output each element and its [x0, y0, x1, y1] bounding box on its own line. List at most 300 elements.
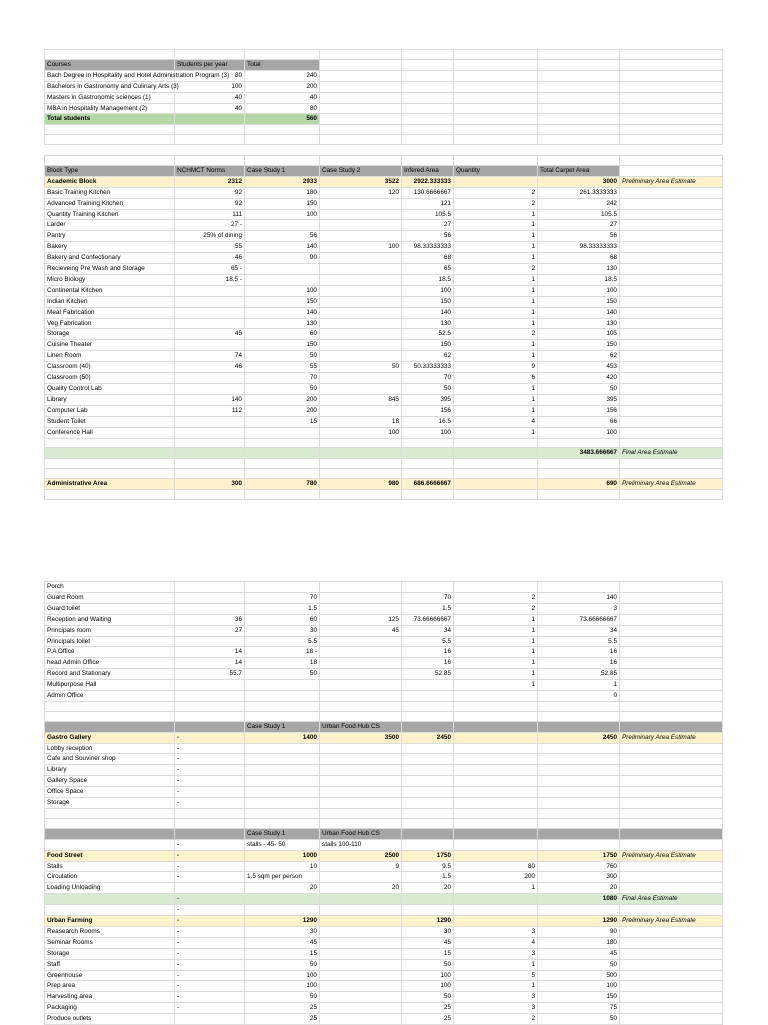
table-cell: 40: [175, 92, 245, 103]
table-cell: Harvesting area: [45, 992, 175, 1003]
table-cell: [620, 721, 723, 732]
table-cell: [320, 787, 402, 798]
table-cell: 98.33333333: [538, 242, 620, 253]
table-cell: [620, 937, 723, 948]
academic-row: [45, 296, 723, 307]
table-cell: 5.5: [538, 636, 620, 647]
table-cell: [320, 209, 402, 220]
table-cell: [402, 135, 454, 145]
table-cell: 14: [175, 658, 245, 669]
table-cell: [538, 776, 620, 787]
table-cell: Preliminary Area Estimate: [620, 732, 723, 743]
table-cell: [245, 818, 320, 828]
table-cell: 1: [454, 285, 538, 296]
table-cell: Bach Degree in Hospitality and Hotel Administration Program (3): [45, 70, 175, 81]
table-cell: [402, 754, 454, 765]
table-cell: [620, 603, 723, 614]
table-cell: [245, 798, 320, 809]
table-cell: 66: [538, 416, 620, 427]
table-cell: [402, 765, 454, 776]
table-cell: [620, 948, 723, 959]
table-cell: [320, 926, 402, 937]
table-cell: Library: [45, 394, 175, 405]
academic-row: [45, 264, 723, 275]
table-cell: [175, 883, 245, 894]
table-cell: 5.5: [245, 636, 320, 647]
table-cell: [175, 384, 245, 395]
table-cell: 780: [245, 478, 320, 489]
table-cell: [245, 427, 320, 438]
table-cell: [538, 156, 620, 166]
table-cell: 560: [245, 114, 320, 125]
table-cell: 100: [245, 285, 320, 296]
table-cell: 55: [175, 242, 245, 253]
table-cell: 16: [538, 647, 620, 658]
table-cell: [245, 469, 320, 479]
table-cell: [538, 701, 620, 711]
admin-row: [45, 680, 723, 691]
academic-row: [45, 274, 723, 285]
table-cell: [402, 59, 454, 70]
table-cell: [454, 776, 538, 787]
table-cell: [454, 103, 538, 114]
table-cell: [245, 765, 320, 776]
table-cell: [320, 905, 402, 916]
table-cell: 100: [402, 285, 454, 296]
table-cell: [538, 798, 620, 809]
table-cell: [175, 721, 245, 732]
table-cell: 90: [245, 253, 320, 264]
table-cell: 150: [538, 992, 620, 1003]
table-cell: 52.5: [402, 329, 454, 340]
table-cell: [620, 765, 723, 776]
table-cell: 3483.666667: [538, 448, 620, 459]
academic-row: [45, 329, 723, 340]
table-cell: [320, 231, 402, 242]
table-cell: 4: [454, 937, 538, 948]
table-cell: 200: [245, 394, 320, 405]
table-cell: [175, 285, 245, 296]
table-cell: 73.66666667: [402, 614, 454, 625]
table-cell: [320, 872, 402, 883]
table-cell: [402, 448, 454, 459]
admin-row: [45, 669, 723, 680]
table-cell: 73.66666667: [538, 614, 620, 625]
table-cell: 140: [245, 307, 320, 318]
empty-row: [45, 469, 723, 479]
table-cell: Record and Stationary: [45, 669, 175, 680]
table-cell: Multipurpose Hall: [45, 680, 175, 691]
table-cell: 50: [402, 959, 454, 970]
table-cell: [245, 274, 320, 285]
table-cell: stalls 100-110: [320, 839, 402, 850]
table-cell: [620, 198, 723, 209]
table-cell: 65 -: [175, 264, 245, 275]
table-cell: [320, 647, 402, 658]
table-cell: -: [175, 981, 245, 992]
table-cell: [620, 156, 723, 166]
table-cell: [620, 981, 723, 992]
empty-row: [45, 156, 723, 166]
table-cell: [538, 103, 620, 114]
table-cell: Total Carpet Area: [538, 165, 620, 176]
table-cell: 2933: [245, 176, 320, 187]
table-cell: 80: [245, 103, 320, 114]
table-cell: [620, 351, 723, 362]
table-cell: 1.5 sqm per person: [245, 872, 320, 883]
table-cell: [402, 92, 454, 103]
table-cell: Student Toilet: [45, 416, 175, 427]
table-cell: Storage: [45, 948, 175, 959]
table-cell: 2922.333333: [402, 176, 454, 187]
table-cell: 100: [245, 981, 320, 992]
table-cell: [620, 754, 723, 765]
table-cell: 25: [402, 1003, 454, 1014]
table-cell: 1: [454, 318, 538, 329]
table-cell: 80: [175, 70, 245, 81]
table-cell: 1290: [402, 916, 454, 927]
table-cell: [402, 438, 454, 448]
table-cell: -: [175, 743, 245, 754]
table-cell: 1: [454, 636, 538, 647]
table-cell: Block Type: [45, 165, 175, 176]
table-cell: 1: [454, 658, 538, 669]
table-cell: 3500: [320, 732, 402, 743]
table-cell: [320, 92, 402, 103]
table-cell: [402, 905, 454, 916]
table-cell: 62: [538, 351, 620, 362]
table-cell: [320, 743, 402, 754]
table-cell: [175, 489, 245, 499]
table-cell: [320, 765, 402, 776]
food-street-header-row: [45, 828, 723, 839]
courses-header-row: [45, 59, 723, 70]
table-cell: 20: [320, 883, 402, 894]
table-cell: [620, 59, 723, 70]
table-cell: 105.5: [402, 209, 454, 220]
table-cell: [538, 839, 620, 850]
table-cell: [320, 948, 402, 959]
table-cell: [538, 743, 620, 754]
table-cell: [620, 680, 723, 691]
table-cell: 1: [454, 394, 538, 405]
table-cell: 1: [454, 669, 538, 680]
table-cell: [620, 776, 723, 787]
table-cell: [538, 92, 620, 103]
table-cell: Stalls: [45, 861, 175, 872]
table-cell: [538, 582, 620, 593]
table-cell: 300: [175, 478, 245, 489]
table-cell: [454, 59, 538, 70]
table-cell: 50: [245, 384, 320, 395]
table-cell: 1: [454, 614, 538, 625]
table-cell: [620, 809, 723, 819]
table-cell: [45, 50, 175, 60]
admin-row: [45, 625, 723, 636]
table-cell: [454, 765, 538, 776]
table-cell: 30: [245, 625, 320, 636]
table-cell: 18 -: [245, 647, 320, 658]
table-cell: 16: [402, 658, 454, 669]
table-cell: 60: [245, 614, 320, 625]
urban-farming-row: [45, 970, 723, 981]
table-cell: [538, 135, 620, 145]
academic-row: [45, 373, 723, 384]
table-cell: 100: [402, 970, 454, 981]
table-cell: [320, 1014, 402, 1025]
urban-farming-row: [45, 948, 723, 959]
table-cell: [320, 59, 402, 70]
gastro-row: [45, 776, 723, 787]
empty-row: [45, 809, 723, 819]
table-cell: 6: [454, 373, 538, 384]
table-cell: Masters in Gastronomic sciences (1): [45, 92, 175, 103]
table-cell: [402, 489, 454, 499]
table-cell: [620, 340, 723, 351]
table-cell: Case Study 2: [320, 165, 402, 176]
table-cell: 150: [245, 296, 320, 307]
table-cell: [454, 701, 538, 711]
table-cell: 20: [402, 883, 454, 894]
table-cell: [620, 114, 723, 125]
table-cell: 1290: [538, 916, 620, 927]
table-cell: [538, 721, 620, 732]
table-cell: 56: [538, 231, 620, 242]
table-cell: [245, 448, 320, 459]
table-cell: Office Space: [45, 787, 175, 798]
table-cell: Meat Fabrication: [45, 307, 175, 318]
table-cell: Loading Unloading: [45, 883, 175, 894]
table-cell: 50.33333333: [402, 362, 454, 373]
table-cell: 18.5: [538, 274, 620, 285]
table-cell: 2450: [538, 732, 620, 743]
table-cell: [45, 448, 175, 459]
table-cell: [245, 50, 320, 60]
table-cell: 34: [538, 625, 620, 636]
table-cell: Greenhouse: [45, 970, 175, 981]
table-cell: -: [175, 1003, 245, 1014]
table-cell: [620, 135, 723, 145]
table-cell: [620, 103, 723, 114]
empty-row: [45, 701, 723, 711]
table-cell: [45, 721, 175, 732]
academic-row: [45, 351, 723, 362]
table-cell: [620, 883, 723, 894]
table-cell: 18.5: [402, 274, 454, 285]
table-cell: NCHMCT Norms: [175, 165, 245, 176]
table-cell: [620, 307, 723, 318]
table-cell: [454, 469, 538, 479]
table-cell: [402, 743, 454, 754]
table-cell: [320, 340, 402, 351]
urban-farming-row: [45, 937, 723, 948]
table-cell: 27: [402, 220, 454, 231]
table-cell: Courses: [45, 59, 175, 70]
table-cell: 45: [538, 948, 620, 959]
table-cell: 80: [454, 861, 538, 872]
table-cell: [402, 680, 454, 691]
table-cell: [620, 285, 723, 296]
table-cell: [245, 809, 320, 819]
table-cell: 105: [538, 329, 620, 340]
table-cell: [320, 296, 402, 307]
table-cell: [402, 839, 454, 850]
academic-row: [45, 427, 723, 438]
table-cell: [245, 711, 320, 721]
table-cell: [620, 70, 723, 81]
table-cell: Admin Office: [45, 691, 175, 702]
table-cell: 453: [538, 362, 620, 373]
table-cell: [402, 776, 454, 787]
table-cell: [45, 839, 175, 850]
table-cell: [320, 469, 402, 479]
table-cell: [454, 828, 538, 839]
table-cell: 100: [320, 242, 402, 253]
table-cell: [454, 50, 538, 60]
table-cell: [175, 448, 245, 459]
table-cell: [454, 125, 538, 135]
table-cell: [620, 798, 723, 809]
table-cell: Case Study 1: [245, 165, 320, 176]
table-cell: [402, 114, 454, 125]
table-cell: [538, 114, 620, 125]
table-cell: 70: [245, 373, 320, 384]
table-cell: 1: [454, 427, 538, 438]
table-cell: 98.33333333: [402, 242, 454, 253]
table-cell: 140: [538, 592, 620, 603]
table-cell: 40: [245, 92, 320, 103]
table-cell: [402, 798, 454, 809]
table-cell: 20: [538, 883, 620, 894]
table-cell: 55.7: [175, 669, 245, 680]
academic-row: [45, 187, 723, 198]
table-cell: 690: [538, 478, 620, 489]
table-cell: [620, 220, 723, 231]
table-cell: [620, 818, 723, 828]
table-cell: 1: [454, 959, 538, 970]
table-cell: 9.5: [402, 861, 454, 872]
table-cell: [620, 318, 723, 329]
table-cell: [175, 307, 245, 318]
table-cell: [620, 394, 723, 405]
table-cell: [320, 81, 402, 92]
table-cell: [175, 50, 245, 60]
table-cell: 100: [402, 427, 454, 438]
table-cell: [538, 125, 620, 135]
table-cell: 2: [454, 198, 538, 209]
table-cell: 200: [245, 81, 320, 92]
table-cell: [320, 691, 402, 702]
table-cell: 15: [245, 416, 320, 427]
table-cell: [454, 818, 538, 828]
table-cell: 55: [245, 362, 320, 373]
admin-row: [45, 647, 723, 658]
table-cell: [320, 198, 402, 209]
table-cell: Bakery: [45, 242, 175, 253]
table-cell: [245, 680, 320, 691]
table-cell: [320, 264, 402, 275]
table-cell: [454, 905, 538, 916]
table-cell: 130: [538, 264, 620, 275]
table-cell: Quality Control Lab: [45, 384, 175, 395]
table-cell: head Admin Office: [45, 658, 175, 669]
table-cell: 46: [175, 253, 245, 264]
table-cell: Computer Lab: [45, 405, 175, 416]
table-cell: 50: [538, 384, 620, 395]
table-cell: Reasearch Rooms: [45, 926, 175, 937]
table-cell: [245, 438, 320, 448]
table-cell: 1750: [538, 850, 620, 861]
table-cell: 140: [175, 394, 245, 405]
table-cell: Classroom (40): [45, 362, 175, 373]
table-cell: 46: [175, 362, 245, 373]
table-cell: [320, 603, 402, 614]
table-cell: [454, 916, 538, 927]
table-cell: [620, 625, 723, 636]
table-cell: Gastro Gallery: [45, 732, 175, 743]
table-cell: [175, 469, 245, 479]
table-cell: 50: [245, 351, 320, 362]
table-cell: 65: [402, 264, 454, 275]
urban-farming-row: [45, 992, 723, 1003]
food-street-final-row: [45, 894, 723, 905]
table-cell: [620, 384, 723, 395]
table-cell: 50: [245, 669, 320, 680]
table-cell: [320, 1003, 402, 1014]
table-cell: 75: [538, 1003, 620, 1014]
courses-table: [44, 49, 723, 145]
table-cell: Indian Kitchen: [45, 296, 175, 307]
table-cell: [320, 70, 402, 81]
table-cell: 100: [245, 209, 320, 220]
table-cell: [320, 754, 402, 765]
table-cell: [454, 798, 538, 809]
table-cell: [620, 264, 723, 275]
table-cell: [620, 405, 723, 416]
table-cell: [454, 92, 538, 103]
table-cell: 92: [175, 198, 245, 209]
table-cell: 27: [538, 220, 620, 231]
table-cell: 30: [245, 926, 320, 937]
block-header-row: [45, 165, 723, 176]
table-cell: [320, 50, 402, 60]
table-cell: [45, 711, 175, 721]
table-cell: -: [175, 937, 245, 948]
table-cell: 395: [538, 394, 620, 405]
table-cell: [538, 50, 620, 60]
table-cell: Circulation: [45, 872, 175, 883]
table-cell: 15: [245, 948, 320, 959]
table-cell: MBA in Hospitality Management (2): [45, 103, 175, 114]
table-cell: 62: [402, 351, 454, 362]
table-cell: [175, 340, 245, 351]
table-cell: Prep area: [45, 981, 175, 992]
table-cell: [175, 691, 245, 702]
admin-summary-table: [44, 468, 723, 500]
table-cell: 1290: [245, 916, 320, 927]
table-cell: [538, 809, 620, 819]
table-cell: 90: [538, 926, 620, 937]
table-cell: [620, 669, 723, 680]
table-cell: 1: [454, 384, 538, 395]
table-cell: 1: [454, 981, 538, 992]
table-cell: 50: [320, 362, 402, 373]
table-cell: 130: [402, 318, 454, 329]
table-cell: [620, 647, 723, 658]
table-cell: [620, 416, 723, 427]
table-cell: Total students: [45, 114, 175, 125]
table-cell: 156: [538, 405, 620, 416]
